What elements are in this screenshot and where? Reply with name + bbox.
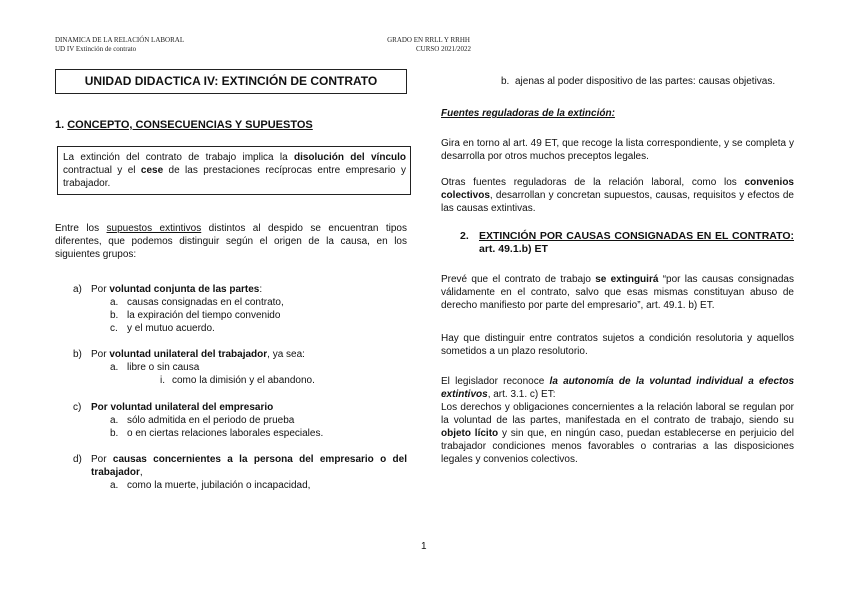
group-c-sub-2 — [55, 427, 407, 440]
p6-bold: objeto lícito — [441, 428, 499, 439]
header-subject: DINAMICA DE LA RELACIÓN LABORAL — [55, 36, 185, 44]
paragraph-convenios — [441, 176, 794, 215]
section2-title — [479, 230, 794, 256]
group-c-label: c) — [73, 402, 82, 413]
p2-text-1: Otras fuentes reguladoras de la relación laboral, como los — [441, 177, 745, 188]
def-text-3: de las prestaciones recíprocas entre empresario y trabajador. — [63, 165, 406, 189]
group-b-subsub — [55, 374, 407, 387]
section2-number: 2. — [460, 230, 469, 242]
group-a-bold: voluntad conjunta de las partes — [109, 284, 260, 295]
subsub-text: como la dimisión y el abandono. — [172, 375, 315, 386]
sub-text: causas consignadas en el contrato, — [127, 297, 284, 308]
left-column — [55, 69, 407, 492]
group-c-bold: Por voluntad unilateral del empresario — [91, 402, 274, 413]
p5-bold-italic: la autonomía de la voluntad individual a efectos extintivos — [441, 376, 795, 400]
group-c — [55, 401, 407, 414]
group-a-sub-1 — [55, 296, 407, 309]
right-column — [441, 75, 794, 466]
group-d-sub-1 — [55, 479, 407, 492]
paragraph-derechos — [441, 401, 794, 466]
continued-item-b — [441, 75, 794, 88]
definition-box — [57, 146, 411, 195]
intro-paragraph — [55, 222, 407, 261]
group-d-text — [91, 453, 407, 479]
group-b-t2: , ya sea: — [267, 349, 305, 360]
intro-text-2: distintos al despido se encuentran tipos diferentes, que podemos distinguir según el origen de la causa, en los siguientes grupos: — [55, 223, 407, 260]
sub-text: y el mutuo acuerdo. — [127, 323, 215, 334]
group-a-text — [91, 283, 407, 296]
paragraph-condicion: Hay que distinguir entre contratos sujetos a condición resolutoria y aquellos sometidos a un plazo resolutorio. — [441, 333, 794, 357]
group-c-text — [91, 401, 407, 414]
fuentes-heading: Fuentes reguladoras de la extinción: — [441, 108, 615, 119]
section2-title-rest: art. 49.1.b) ET — [479, 243, 548, 255]
def-bold-2: cese — [140, 165, 164, 176]
group-b-sub-1 — [55, 361, 407, 374]
section1-number: 1. — [55, 119, 68, 131]
cont-b-label: b. — [501, 76, 510, 87]
group-b — [55, 348, 407, 361]
group-a-sub-3 — [55, 322, 407, 335]
sub-label: b. — [110, 310, 119, 321]
paragraph-legislador — [441, 375, 794, 401]
section2-title-underlined: EXTINCIÓN POR CAUSAS CONSIGNADAS EN EL CONTRATO: — [479, 230, 794, 242]
group-d-bold: causas concernientes a la persona del empresario o del trabajador — [91, 454, 408, 478]
intro-underlined: supuestos extintivos — [106, 223, 202, 234]
header-right — [386, 36, 471, 54]
sub-text: como la muerte, jubilación o incapacidad, — [127, 480, 311, 491]
group-d-label: d) — [73, 454, 82, 465]
p2-text-2: , desarrollan y concretan supuestos, causas, requisitos y efectos de las causas extintivas. — [441, 190, 794, 214]
sub-label: b. — [110, 428, 119, 439]
page-number: 1 — [421, 541, 427, 552]
group-d-t1: Por — [91, 454, 113, 465]
cont-b-text: ajenas al poder dispositivo de las partes: causas objetivas. — [515, 76, 776, 87]
header-degree: GRADO EN RRLL Y RRHH — [387, 36, 470, 44]
sub-text: o en ciertas relaciones laborales especiales. — [127, 428, 324, 439]
sub-text: libre o sin causa — [127, 362, 200, 373]
p6-text-2: y sin que, en ningún caso, puedan establecerse en perjuicio del trabajador condiciones menos favorables o contrarias a las disposiciones legales y convenios colectivos. — [441, 428, 795, 465]
sub-label: c. — [110, 323, 118, 334]
section1-heading — [55, 119, 407, 132]
def-text-1: La extinción del contrato de trabajo implica la — [63, 152, 294, 163]
subsub-label: i. — [160, 375, 165, 386]
def-text-2: contractual y el — [63, 165, 141, 176]
p5-text-2: , art. 3.1. c) ET: — [487, 389, 556, 400]
group-a-t1: Por — [91, 284, 110, 295]
group-d — [55, 453, 407, 479]
group-c-sub-1 — [55, 414, 407, 427]
p2-bold: convenios colectivos — [441, 177, 794, 201]
group-a-label: a) — [73, 284, 82, 295]
group-a — [55, 283, 407, 296]
paragraph-art49: Gira en torno al art. 49 ET, que recoge la lista correspondiente, y se completa y desarrolla por otros muchos preceptos legales. — [441, 138, 794, 162]
sub-label: a. — [110, 362, 119, 373]
header-unit: UD IV Extinción de contrato — [55, 45, 137, 53]
header-left — [55, 36, 184, 54]
group-b-bold: voluntad unilateral del trabajador — [109, 349, 268, 360]
sub-label: a. — [110, 480, 119, 491]
group-a-sub-2 — [55, 309, 407, 322]
p3-bold: se extinguirá — [595, 274, 659, 285]
section2-heading — [441, 230, 794, 256]
unit-title: UNIDAD DIDACTICA IV: EXTINCIÓN DE CONTRATO — [55, 69, 407, 94]
header-course: CURSO 2021/2022 — [416, 45, 472, 53]
p3-text-2: “por las causas consignadas válidamente en el contrato, salvo que esas mismas constituyan abuso de derecho manifiesto por parte del empresario”, art. 49.1. b) ET. — [441, 274, 794, 311]
section1-title: CONCEPTO, CONSECUENCIAS Y SUPUESTOS — [67, 119, 313, 131]
intro-text-1: Entre los — [55, 223, 107, 234]
sub-label: a. — [110, 297, 119, 308]
sub-text: la expiración del tiempo convenido — [127, 310, 281, 321]
paragraph-extinguira — [441, 273, 794, 312]
p3-text-1: Prevé que el contrato de trabajo — [441, 274, 596, 285]
group-b-t1: Por — [91, 349, 110, 360]
def-bold-1: disolución del vínculo — [293, 152, 406, 163]
p6-text-1: Los derechos y obligaciones concernientes a la relación laboral se regulan por la voluntad de las partes, manifestada en el contrato de trabajo, siendo su — [441, 402, 794, 426]
sub-text: sólo admitida en el periodo de prueba — [127, 415, 295, 426]
p5-text-1: El legislador reconoce — [441, 376, 550, 387]
groups-list — [55, 283, 407, 492]
group-d-t2: , — [139, 467, 143, 478]
group-b-label: b) — [73, 349, 82, 360]
sub-label: a. — [110, 415, 119, 426]
group-a-t2: : — [259, 284, 263, 295]
group-b-text — [91, 348, 407, 361]
